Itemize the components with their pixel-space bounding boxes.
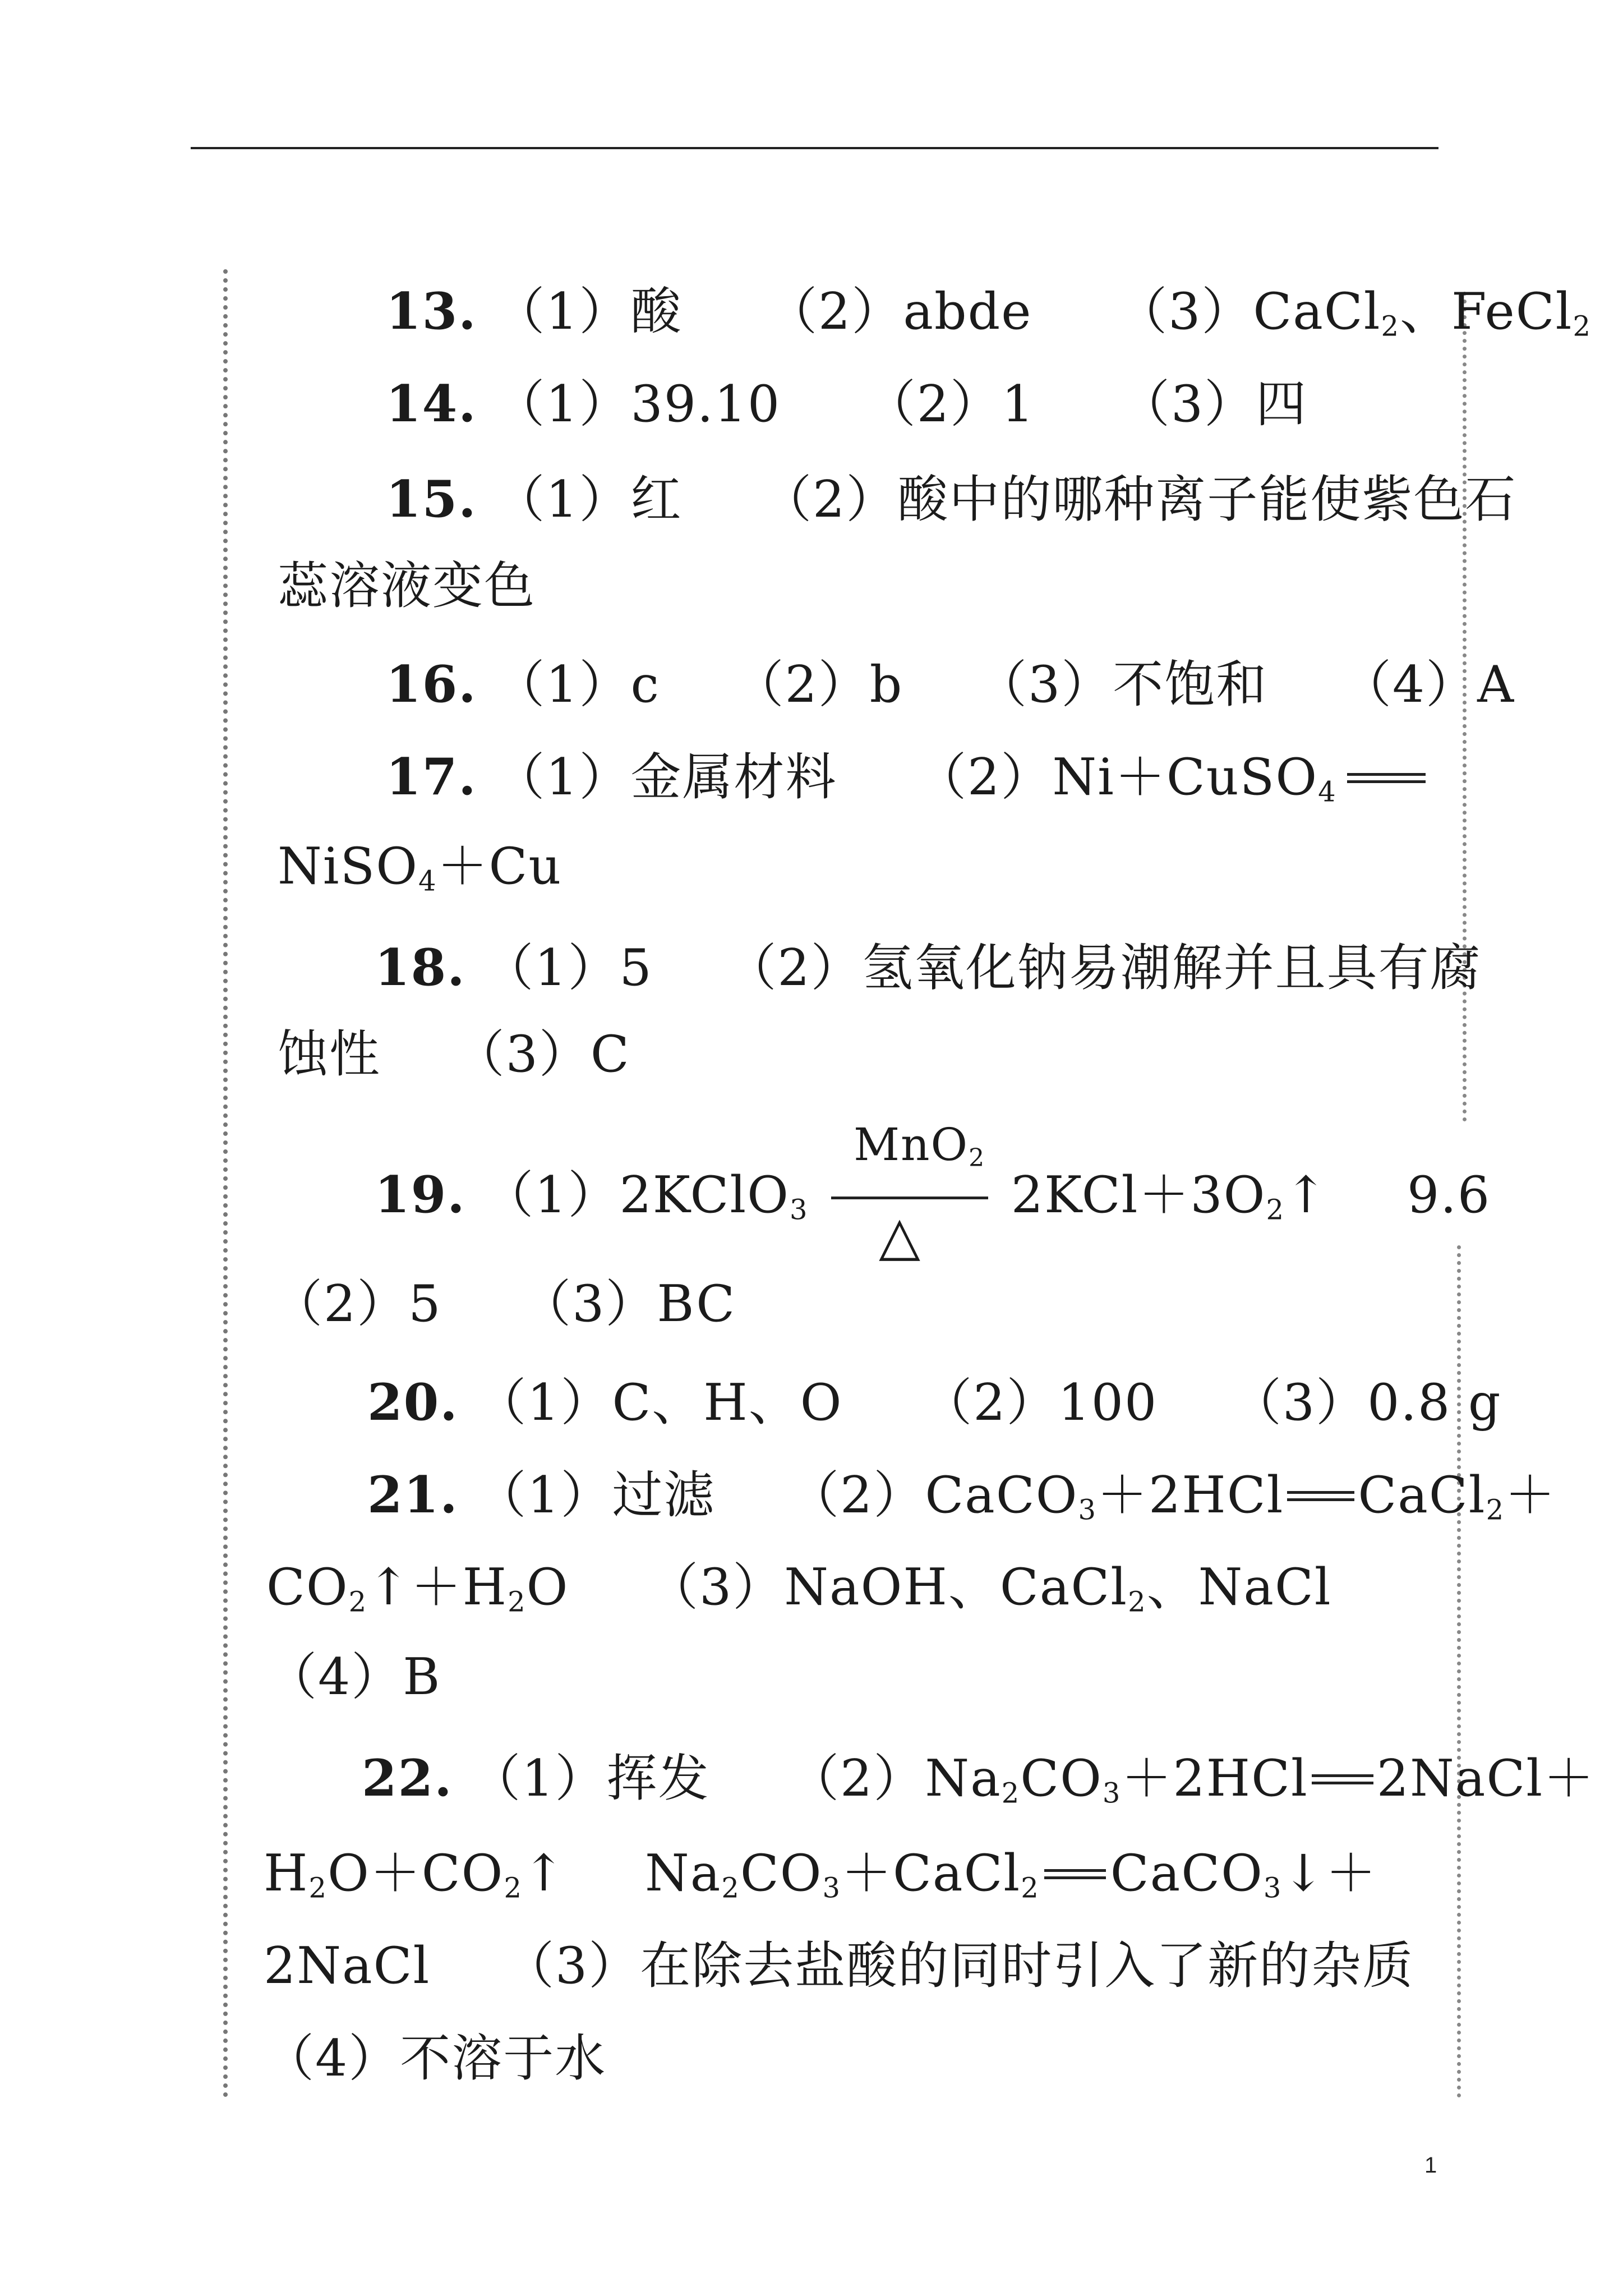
answer-part: （1）红 <box>494 470 683 529</box>
answer-22-line3 <box>264 1936 1414 1995</box>
equals-sign <box>1287 1491 1354 1501</box>
subscript: 3 <box>822 1871 842 1904</box>
answer-part: （3）0.8 g <box>1230 1373 1502 1432</box>
answer-part: 2KCl＋3O <box>1011 1166 1266 1225</box>
subscript: 2 <box>1573 310 1592 343</box>
catalyst-label: MnO$_2$ <box>854 1118 986 1172</box>
equals-sign <box>1347 773 1426 783</box>
answer-part: NiSO <box>278 837 418 896</box>
answer-22-line4 <box>264 2029 607 2088</box>
question-number: 17. <box>386 747 477 807</box>
answer-part: （3）在除去盐酸的同时引入了新的杂质 <box>503 1936 1414 1995</box>
answer-17-continued <box>278 837 562 898</box>
answer-18-continued <box>278 1025 630 1084</box>
answer-part: ↑＋H <box>367 1558 508 1617</box>
subscript: 4 <box>418 864 437 898</box>
answer-part: CO <box>266 1558 349 1617</box>
gas-arrow: ↑ <box>522 1844 566 1903</box>
answer-part: （2）b <box>733 655 903 714</box>
answer-21 <box>367 1465 1557 1526</box>
answer-part: CaCl <box>1358 1466 1486 1525</box>
answer-part: （4）A <box>1340 655 1515 714</box>
answer-part: （2）氢氧化钠易潮解并且具有腐 <box>726 938 1482 997</box>
answer-part: （1）酸 <box>494 282 683 341</box>
question-number: 18. <box>375 938 466 997</box>
answer-part: （3）BC <box>520 1274 736 1333</box>
answer-part: Na <box>644 1844 722 1903</box>
answer-part: 9.6 <box>1407 1166 1491 1225</box>
subscript: 2 <box>1001 1777 1021 1810</box>
subscript: 2 <box>348 1585 368 1618</box>
answer-part: （3）CaCl <box>1117 282 1381 341</box>
subscript: 3 <box>1263 1871 1283 1904</box>
answer-15-continued <box>278 556 536 615</box>
answer-part: 蚀性 <box>278 1025 381 1084</box>
equals-sign <box>1044 1869 1106 1879</box>
subscript: 2 <box>308 1871 328 1904</box>
answer-part: ＋CaCl <box>841 1844 1021 1903</box>
answer-19 <box>375 1118 1491 1267</box>
answer-part: （2）100 <box>921 1373 1158 1432</box>
answer-part: （4）不溶于水 <box>264 2029 607 2088</box>
page-number: 1 <box>1424 2153 1437 2178</box>
subscript: 2 <box>1128 1585 1147 1618</box>
answer-part: （3）不饱和 <box>976 655 1268 714</box>
answer-part: （1）过滤 <box>476 1466 716 1525</box>
subscript: 2 <box>1486 1493 1505 1526</box>
question-number: 22. <box>362 1749 453 1808</box>
subscript: 2 <box>504 1871 523 1904</box>
answer-part: ↓＋ <box>1282 1844 1377 1903</box>
answer-part: H <box>264 1844 309 1903</box>
question-number: 21. <box>367 1465 459 1525</box>
answer-part: 蕊溶液变色 <box>278 556 536 615</box>
answer-part: （2）1 <box>865 375 1035 434</box>
heat-symbol: △ <box>879 1204 921 1267</box>
answer-21-line3 <box>266 1648 441 1706</box>
answer-22-continued <box>264 1844 1377 1904</box>
subscript: 4 <box>1318 775 1337 808</box>
answer-part: （2）酸中的哪种离子能使紫色石 <box>761 470 1517 529</box>
answer-15 <box>386 470 1517 529</box>
answer-part: （1）金属材料 <box>494 748 837 807</box>
answer-part: （1）c <box>494 655 660 714</box>
answer-part: ＋Cu <box>437 837 562 896</box>
answer-part: 、FeCl <box>1400 282 1573 341</box>
question-number: 13. <box>386 282 477 341</box>
answer-18 <box>375 938 1482 997</box>
answer-part: 2NaCl <box>264 1936 431 1995</box>
answer-22 <box>362 1749 1596 1810</box>
answer-20 <box>367 1373 1502 1432</box>
answer-part: （1）39.10 <box>494 375 781 434</box>
answer-part: （3）NaOH、CaCl <box>647 1558 1128 1617</box>
answer-21-continued <box>266 1558 1332 1618</box>
question-number: 16. <box>386 655 477 714</box>
answer-part: （1）2KClO <box>483 1166 790 1225</box>
answer-part: （2）abde <box>767 282 1032 341</box>
question-number: 15. <box>386 470 477 529</box>
answer-part: ＋2HCl <box>1097 1466 1284 1525</box>
subscript: 3 <box>1078 1493 1097 1526</box>
subscript: 2 <box>1021 1871 1040 1904</box>
question-number: 19. <box>375 1165 466 1225</box>
subscript: 2 <box>1266 1193 1285 1226</box>
equals-sign <box>1312 1774 1373 1784</box>
gas-arrow: ↑ <box>1284 1166 1329 1225</box>
answer-part: CaCO <box>1110 1844 1264 1903</box>
header-rule <box>191 147 1438 149</box>
subscript: 2 <box>1381 310 1400 343</box>
answer-part: 、NaCl <box>1146 1558 1332 1617</box>
left-dotted-border <box>223 269 228 2098</box>
answer-part: （2）Ni＋CuSO <box>916 748 1318 807</box>
answer-part: 2NaCl＋ <box>1376 1749 1596 1808</box>
answer-part: O <box>526 1558 569 1617</box>
answer-part: （3）四 <box>1119 375 1308 434</box>
question-number: 20. <box>367 1373 459 1432</box>
subscript: 2 <box>508 1585 527 1618</box>
answer-part: （2）CaCO <box>789 1466 1078 1525</box>
answer-part: O＋CO <box>328 1844 504 1903</box>
answer-19-continued <box>272 1274 736 1333</box>
answer-part: ＋ <box>1505 1466 1557 1525</box>
answer-part: （2）5 <box>272 1274 442 1333</box>
reaction-condition <box>831 1118 988 1267</box>
subscript: 2 <box>721 1871 740 1904</box>
answer-part: （1）挥发 <box>470 1749 710 1808</box>
reaction-bar <box>831 1197 988 1199</box>
answer-part: （4）B <box>266 1648 441 1706</box>
subscript: 3 <box>789 1193 809 1226</box>
answer-part: CO <box>740 1844 823 1903</box>
subscript: 3 <box>1102 1777 1122 1810</box>
answer-part: （1）C、H、O <box>476 1373 843 1432</box>
answer-16 <box>386 655 1515 714</box>
answer-part: CO <box>1020 1749 1103 1808</box>
answer-part: （2）Na <box>789 1749 1002 1808</box>
answer-part: ＋2HCl <box>1121 1749 1308 1808</box>
answer-14 <box>386 374 1308 434</box>
answer-17 <box>386 747 1436 808</box>
question-number: 14. <box>386 374 477 434</box>
answer-part: （1）5 <box>483 938 653 997</box>
answer-part: （3）C <box>454 1025 630 1084</box>
answer-13 <box>386 282 1592 343</box>
